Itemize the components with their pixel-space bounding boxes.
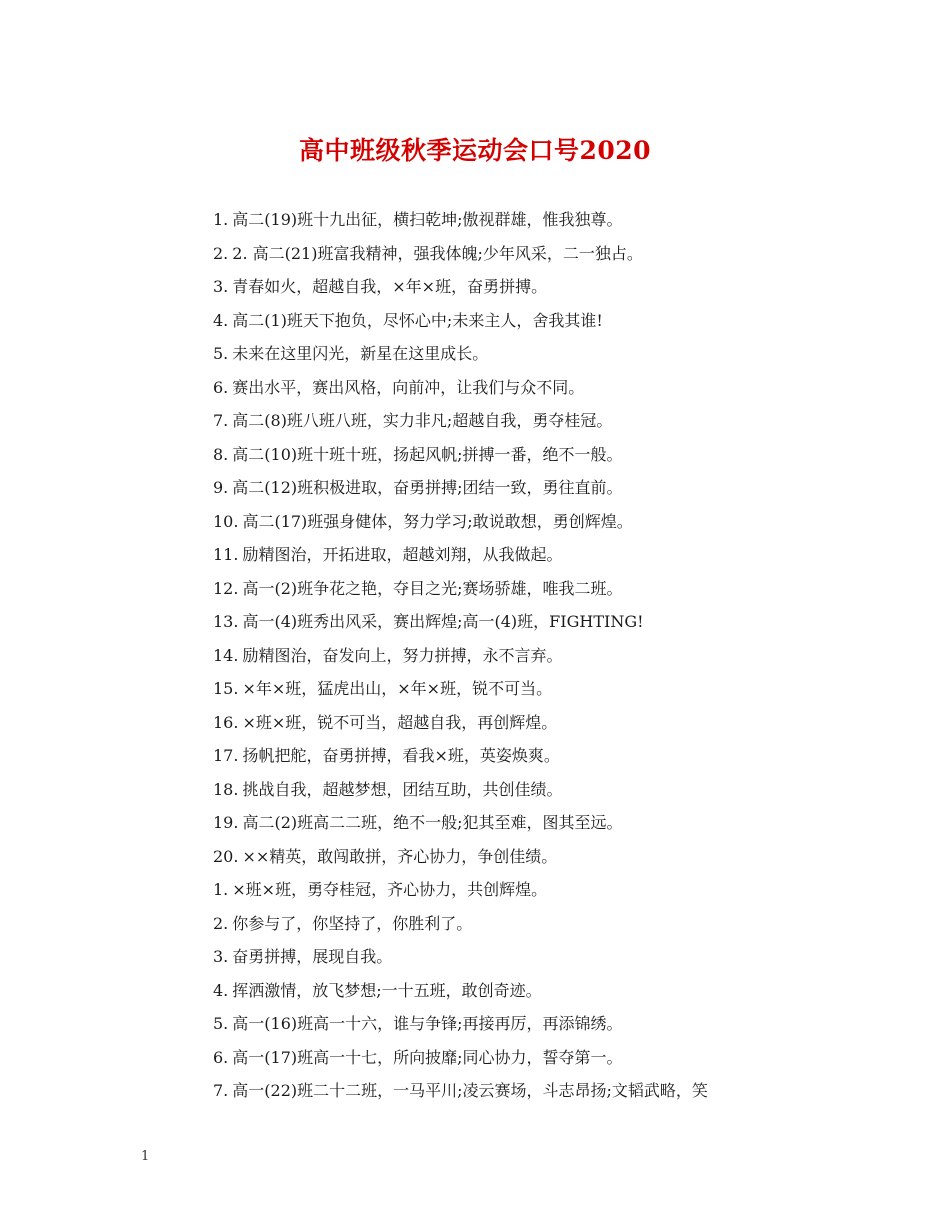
- item-number: 19.: [213, 813, 239, 832]
- item-number: 13.: [213, 612, 239, 631]
- list-item: [213, 475, 853, 509]
- page-number: 1: [141, 1149, 150, 1164]
- item-text: 挥洒激情，放飞梦想;一十五班，敢创奇迹。: [232, 980, 542, 1000]
- item-number: 2.: [213, 243, 229, 263]
- item-text: 高二(17)班强身健体，努力学习;敢说敢想，勇创辉煌。: [242, 511, 633, 531]
- list-item: [213, 442, 853, 476]
- item-number: 1.: [213, 210, 229, 229]
- item-number: 12.: [213, 578, 239, 598]
- list-item: [213, 1078, 853, 1112]
- item-text: 励精图治，奋发向上，努力拼搏，永不言弃。: [242, 645, 563, 665]
- item-text: 高二(10)班十班十班，扬起风帆;拼搏一番，绝不一般。: [232, 444, 623, 464]
- item-number: 11.: [213, 545, 239, 564]
- item-text: ×班×班，勇夺桂冠，齐心协力，共创辉煌。: [232, 880, 548, 899]
- list-item: [213, 710, 853, 744]
- list-item: [213, 576, 853, 610]
- list-item: [213, 643, 853, 677]
- list-item: [213, 341, 853, 375]
- item-number: 10.: [213, 511, 239, 531]
- item-text: 2. 高二(21)班富我精神，强我体魄;少年风采，二一独占。: [232, 243, 643, 263]
- item-number: 5.: [213, 344, 229, 363]
- item-text: 未来在这里闪光，新星在这里成长。: [232, 344, 489, 363]
- list-item: [213, 676, 853, 710]
- item-text: 励精图治，开拓进取，超越刘翔，从我做起。: [242, 545, 563, 564]
- item-number: 7.: [213, 411, 229, 430]
- item-number: 15.: [213, 679, 239, 698]
- item-text: ×班×班，锐不可当，超越自我，再创辉煌。: [242, 712, 558, 732]
- item-text: 奋勇拼搏，展现自我。: [232, 947, 393, 966]
- list-item: [213, 810, 853, 844]
- document-title: 高中班级秋季运动会口号2020: [298, 136, 652, 165]
- item-number: 18.: [213, 779, 239, 799]
- item-text: ×年×班，猛虎出山，×年×班，锐不可当。: [242, 679, 553, 698]
- item-number: 16.: [213, 712, 239, 732]
- list-item: [213, 844, 853, 878]
- item-number: 3.: [213, 277, 229, 296]
- item-text: 你参与了，你坚持了，你胜利了。: [232, 913, 473, 933]
- item-text: 挑战自我，超越梦想，团结互助，共创佳绩。: [242, 779, 563, 799]
- item-number: 20.: [213, 846, 239, 866]
- item-text: 高二(2)班高二二班，绝不一般;犯其至难，图其至远。: [242, 813, 623, 832]
- item-text: 青春如火，超越自我，×年×班，奋勇拼搏。: [232, 277, 548, 296]
- list-item: [213, 877, 853, 911]
- item-text: 高二(12)班积极进取，奋勇拼搏;团结一致，勇往直前。: [232, 478, 623, 497]
- list-item: [213, 609, 853, 643]
- item-number: 7.: [213, 1081, 229, 1100]
- item-text: 高二(19)班十九出征，横扫乾坤;傲视群雄，惟我独尊。: [232, 210, 623, 229]
- list-item: [213, 207, 853, 241]
- item-text: 高一(17)班高一十七，所向披靡;同心协力，誓夺第一。: [232, 1047, 623, 1067]
- item-text: 高一(16)班高一十六，谁与争锋;再接再厉，再添锦绣。: [232, 1014, 623, 1033]
- item-number: 3.: [213, 947, 229, 966]
- item-text: ××精英，敢闯敢拼，齐心协力，争创佳绩。: [242, 846, 558, 866]
- list-item: [213, 978, 853, 1012]
- item-number: 14.: [213, 645, 239, 665]
- list-item: [213, 1011, 853, 1045]
- list-item: [213, 777, 853, 811]
- item-text: 高二(8)班八班八班，实力非凡;超越自我，勇夺桂冠。: [232, 411, 613, 430]
- list-item: [213, 375, 853, 409]
- list-item: [213, 274, 853, 308]
- item-number: 2.: [213, 913, 229, 933]
- item-text: 扬帆把舵，奋勇拼搏，看我×班，英姿焕爽。: [242, 746, 560, 765]
- list-item: [213, 408, 853, 442]
- item-number: 8.: [213, 444, 229, 464]
- item-text: 高一(4)班秀出风采，赛出辉煌;高一(4)班，FIGHTING!: [242, 612, 644, 631]
- item-number: 5.: [213, 1014, 229, 1033]
- item-text: 赛出水平，赛出风格，向前冲，让我们与众不同。: [232, 377, 585, 397]
- item-text: 高一(2)班争花之艳，夺目之光;赛场骄雄，唯我二班。: [242, 578, 623, 598]
- item-number: 1.: [213, 880, 229, 899]
- item-text: 高二(1)班天下抱负，尽怀心中;未来主人，舍我其谁!: [232, 310, 603, 330]
- item-text: 高一(22)班二十二班，一马平川;凌云赛场，斗志昂扬;文韬武略，笑: [232, 1081, 708, 1100]
- list-item: [213, 241, 853, 275]
- list-item: [213, 308, 853, 342]
- list-item: [213, 509, 853, 543]
- list-item: [213, 1045, 853, 1079]
- list-item: [213, 542, 853, 576]
- item-number: 4.: [213, 980, 229, 1000]
- item-number: 6.: [213, 377, 229, 397]
- item-number: 4.: [213, 310, 229, 330]
- list-item: [213, 911, 853, 945]
- item-number: 17.: [213, 746, 239, 765]
- list-item: [213, 743, 853, 777]
- slogan-list: [213, 207, 853, 1112]
- item-number: 6.: [213, 1047, 229, 1067]
- item-number: 9.: [213, 478, 229, 497]
- list-item: [213, 944, 853, 978]
